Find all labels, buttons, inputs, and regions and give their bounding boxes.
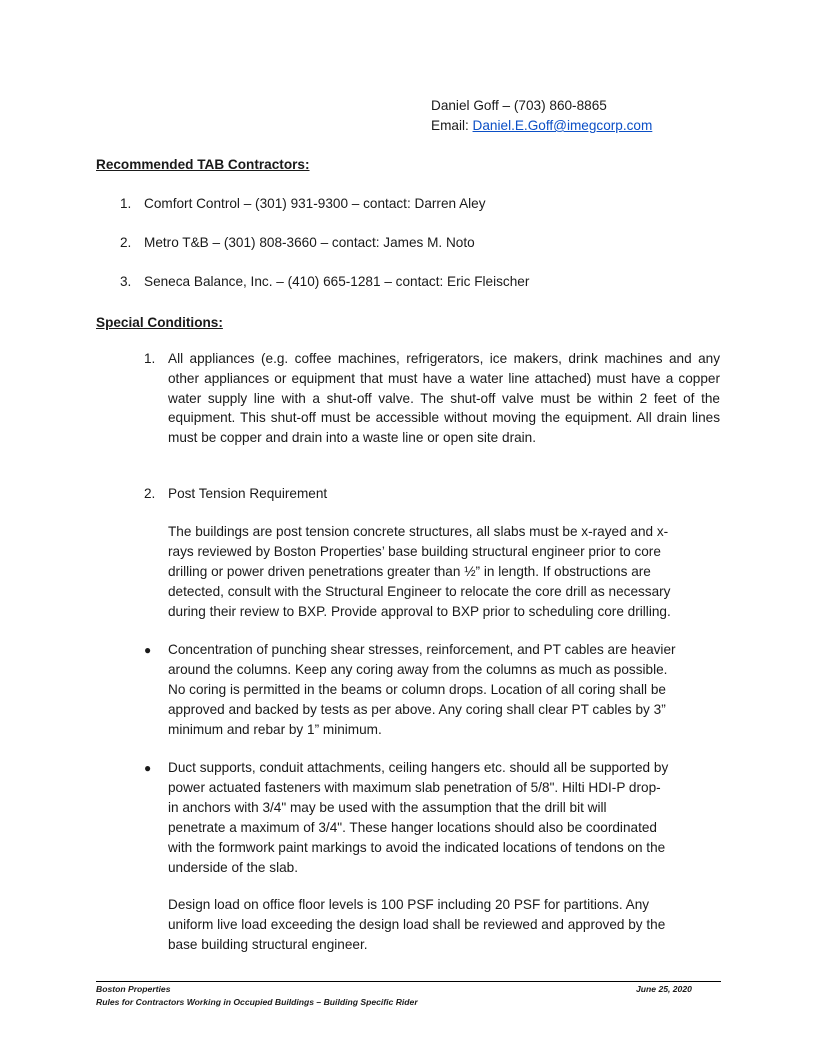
special-conditions-heading: Special Conditions: xyxy=(96,315,223,330)
paragraph-line: penetrate a maximum of 3/4". These hanger locations should also be coordinated xyxy=(168,820,657,835)
email-label: Email: xyxy=(431,118,473,133)
paragraph-line: underside of the slab. xyxy=(168,860,298,875)
paragraph-line: with the formwork paint markings to avoid the indicated locations of tendons on the xyxy=(168,840,666,855)
paragraph-line: Duct supports, conduit attachments, ceiling hangers etc. should all be supported by xyxy=(168,760,669,775)
post-tension-title: Post Tension Requirement xyxy=(168,486,328,501)
list-item-number: 1. xyxy=(120,196,132,211)
paragraph-line: uniform live load exceeding the design load shall be reviewed and approved by the xyxy=(168,917,666,932)
paragraph-line: in anchors with 3/4" may be used with the assumption that the drill bit will xyxy=(168,800,607,815)
paragraph-line: power actuated fasteners with maximum slab penetration of 5/8". Hilti HDI-P drop- xyxy=(168,780,661,795)
paragraph-line: rays reviewed by Boston Properties’ base building structural engineer prior to core xyxy=(168,544,661,559)
list-item: Seneca Balance, Inc. – (410) 665-1281 – contact: Eric Fleischer xyxy=(144,274,530,289)
list-item: Metro T&B – (301) 808-3660 – contact: James M. Noto xyxy=(144,235,475,250)
footer-company: Boston Properties xyxy=(96,984,171,994)
paragraph-line: detected, consult with the Structural Engineer to relocate the core drill as necessary xyxy=(168,584,671,599)
paragraph-line: minimum and rebar by 1” minimum. xyxy=(168,722,382,737)
list-item-number: 3. xyxy=(120,274,132,289)
paragraph-line: Design load on office floor levels is 100 PSF including 20 PSF for partitions. Any xyxy=(168,897,650,912)
paragraph-line: around the columns. Keep any coring away from the columns as much as possible. xyxy=(168,662,668,677)
tab-contractors-heading: Recommended TAB Contractors: xyxy=(96,157,310,172)
paragraph-line: drilling or power driven penetrations greater than ½” in length. If obstructions are xyxy=(168,564,651,579)
footer-subtitle: Rules for Contractors Working in Occupied Buildings – Building Specific Rider xyxy=(96,997,418,1007)
contact-name-phone: Daniel Goff – (703) 860-8865 xyxy=(431,98,607,113)
paragraph-line: Concentration of punching shear stresses, reinforcement, and PT cables are heavier xyxy=(168,642,676,657)
bullet-icon: ● xyxy=(144,643,152,657)
post-tension-paragraph xyxy=(168,522,671,622)
list-item-number: 1. xyxy=(144,351,156,366)
paragraph-line: base building structural engineer. xyxy=(168,937,368,952)
list-item-number: 2. xyxy=(120,235,132,250)
contact-email-line xyxy=(431,116,652,136)
list-item-number: 2. xyxy=(144,486,156,501)
email-link[interactable]: Daniel.E.Goff@imegcorp.com xyxy=(472,118,653,133)
paragraph-line: approved and backed by tests as per above. Any coring shall clear PT cables by 3” xyxy=(168,702,666,717)
coring-bullet-paragraph xyxy=(168,640,676,740)
list-item: Comfort Control – (301) 931-9300 – contact: Darren Aley xyxy=(144,196,486,211)
appliances-paragraph: All appliances (e.g. coffee machines, refrigerators, ice makers, drink machines and any other appliances or equipment that must have a water line attached) must have a copper water supply line with a shut-off valve. The shut-off valve must be within 2 feet of the equipment. This shut-off must be accessible without moving the equipment. All drain lines must be copper and drain into a waste line or open site drain. xyxy=(168,351,720,446)
footer-date: June 25, 2020 xyxy=(636,984,692,994)
supports-bullet-paragraph xyxy=(168,758,668,878)
paragraph-line: No coring is permitted in the beams or column drops. Location of all coring shall be xyxy=(168,682,666,697)
design-load-paragraph xyxy=(168,895,665,955)
footer-divider xyxy=(96,981,721,982)
paragraph-line: during their review to BXP. Provide approval to BXP prior to scheduling core drilling. xyxy=(168,604,671,619)
paragraph-line: The buildings are post tension concrete structures, all slabs must be x-rayed and x- xyxy=(168,524,669,539)
bullet-icon: ● xyxy=(144,761,152,775)
